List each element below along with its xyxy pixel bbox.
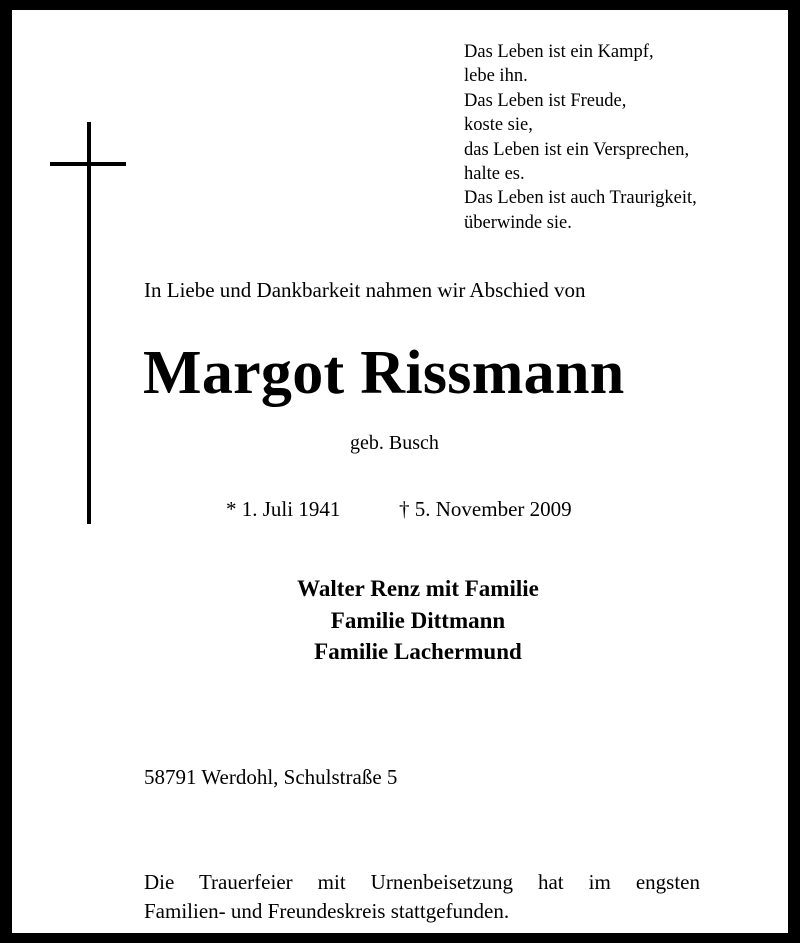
funeral-notice [144,868,700,926]
death-date: † 5. November 2009 [399,497,572,521]
poem-line: Das Leben ist ein Kampf, [464,42,654,62]
notice-line: Familien- und Freundeskreis stattgefunden. [144,899,510,923]
deceased-name: Margot Rissmann [143,339,625,407]
poem-line: koste sie, [464,115,533,136]
poem-line: Das Leben ist auch Traurigkeit, [464,188,697,209]
cross-icon [87,122,91,524]
mourner: Familie Dittmann [330,607,506,633]
address: 58791 Werdohl, Schulstraße 5 [144,765,398,789]
birth-date: * 1. Juli 1941 [226,497,341,521]
cross-icon-bar [50,162,126,166]
poem [464,40,697,235]
notice-line: Die Trauerfeier mit Urnenbeisetzung hat im engsten [144,870,700,894]
intro-text: In Liebe und Dankbarkeit nahmen wir Abschied von [144,278,586,302]
maiden-name: geb. Busch [350,432,439,454]
mourner: Walter Renz mit Familie [297,576,539,601]
mourner: Familie Lachermund [314,639,522,664]
poem-line: überwinde sie. [464,212,572,233]
poem-line: halte es. [464,164,525,185]
poem-line: lebe ihn. [464,66,528,87]
poem-line: Das Leben ist Freude, [464,90,627,111]
mourners-list [144,573,692,668]
poem-line: das Leben ist ein Versprechen, [464,139,690,160]
